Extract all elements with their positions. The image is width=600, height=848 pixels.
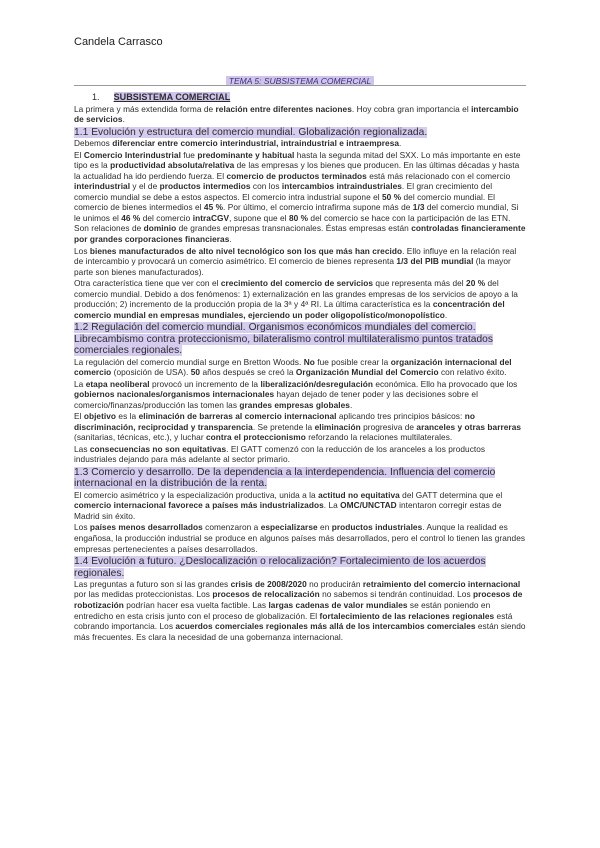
s14-paragraph-1: Las preguntas a futuro son si las grandes crisis de 2008/2020 no producirán retraimiento del comercio internacional por las medidas proteccionistas. Los procesos de relocalización no sabemos si tendrán continuidad. Los procesos de robotización podrían hacer esa vuelta factible. Las largas cadenas de valor mundiales se están poniendo en entredicho en esta crisis junto con el proceso de globalización. El fortalecimiento de las relaciones regionales está cobrando importancia. Los acuerdos comerciales regionales más allá de los intercambios comerciales están siendo más frecuentes. Es clara la necesidad de una gobernanza internacional.	[74, 578, 526, 642]
subsection-1-1-heading: 1.1 Evolución y estructura del comercio mundial. Globalización regionalizada.	[74, 126, 428, 138]
s11-paragraph-2: El Comercio Interindustrial fue predominante y habitual hasta la segunda mitad del SXX. Lo más importante en este tipo es la productividad absoluta/relativa de las empresas y los bienes que producen. En las últimas décadas y hasta la actualidad ha ido perdiendo fuerza. El comercio de productos terminados está más relacionado con el comercio interindustrial y el de productos intermedios con los intercambios intraindustriales. El gran crecimiento del comercio mundial se debe a estos aspectos. El comercio intra industrial supone el 50 % del comercio mundial. El comercio de bienes intermedios el 45 %. Por último, el comercio intrafirma supone más de 1/3 del comercio mundial, Si le unimos el 46 % del comercio intraCGV, supone que el 80 % del comercio se hace con la participación de las ETN. Son relaciones de dominio de grandes empresas transnacionales. Éstas empresas están controladas financieramente por grandes corporaciones financieras.	[74, 149, 526, 244]
document-title: TEMA 5: SUBSISTEMA COMERCIAL	[226, 76, 374, 86]
s11-paragraph-4: Otra característica tiene que ver con el crecimiento del comercio de servicios que representa más del 20 % del comercio mundial. Debido a dos fenómenos: 1) externalización en las grandes empresas de los servicios de apoyo a la producción; 2) incremento de la producción propia de la 3ª y 4ª RI. La última característica es la concentración del comercio mundial en empresas mundiales, ejerciendo un poder oligopolístico/monopolístico.	[74, 278, 518, 320]
s12-paragraph-3: El objetivo es la eliminación de barreras al comercio internacional aplicando tres principios básicos: no discriminación, reciprocidad y transparencia. Se pretende la eliminación progresiva de aranceles y otras barreras (sanitarias, técnicas, etc.), y luchar contra el proteccionismo reforzando la relaciones multilaterales.	[74, 411, 522, 443]
document-title-container	[74, 71, 526, 89]
title-divider	[74, 85, 526, 86]
s13-paragraph-1: El comercio asimétrico y la especialización productiva, unida a la actitud no equitativa del GATT determina que el comercio internacional favorece a países más industrializados. La OMC/UNCTAD intentaron corregir estas de Madrid sin éxito.	[74, 489, 503, 521]
document-body	[74, 92, 526, 643]
s12-paragraph-2: La etapa neoliberal provocó un incremento de la liberalización/desregulación económica. Ello ha provocado que los gobiernos nacionales/organismos internacionales hayan dejado de tener poder y las decisiones sobre el comercio/finanzas/producción las tomen las grandes empresas globales.	[74, 378, 518, 410]
intro-paragraph: La primera y más extendida forma de relación entre diferentes naciones. Hoy cobra gran importancia el intercambio de servicios.	[74, 103, 519, 125]
subsection-1-3-heading: 1.3 Comercio y desarrollo. De la dependencia a la interdependencia. Influencia del comercio internacional en la distribución de la renta.	[74, 467, 496, 490]
s12-paragraph-4: Las consecuencias no son equitativas. El GATT comenzó con la reducción de los aranceles a los productos industriales dejando para más adelante al sector primario.	[74, 443, 486, 465]
subsection-1-4-heading: 1.4 Evolución a futuro. ¿Deslocalización o relocalización? Fortalecimiento de los acuerdos regionales.	[74, 556, 486, 579]
section-1-heading: 1. SUBSISTEMA COMERCIAL	[92, 92, 231, 102]
author-name: Candela Carrasco	[74, 36, 163, 48]
s13-paragraph-2: Los países menos desarrollados comenzaron a especializarse en productos industriales. Aunque la realidad es engañosa, la producción industrial se produce en algunos países más desarrollados, pero el control lo tienen las grandes empresas pertenecientes a países desarrollados.	[74, 522, 526, 554]
s11-paragraph-1: Debemos diferenciar entre comercio interindustrial, intraindustrial e intraempresa.	[74, 138, 402, 149]
subsection-1-2-heading: 1.2 Regulación del comercio mundial. Organismos económicos mundiales del comercio. Librecambismo contra proteccionismo, bilateralismo control multilateralismo puntos tratados comerciales regionales.	[74, 322, 494, 357]
s12-paragraph-1: La regulación del comercio mundial surge en Bretton Woods. No fue posible crear la organización internacional del comercio (oposición de USA). 50 años después se creó la Organización Mundial del Comercio con relativo éxito.	[74, 356, 512, 378]
s11-paragraph-3: Los bienes manufacturados de alto nivel tecnológico son los que más han crecido. Ello influye en la relación real de intercambio y provocará un comercio asimétrico. El comercio de bienes representa 1/3 del PIB mundial (la mayor parte son bienes manufacturados).	[74, 245, 517, 277]
